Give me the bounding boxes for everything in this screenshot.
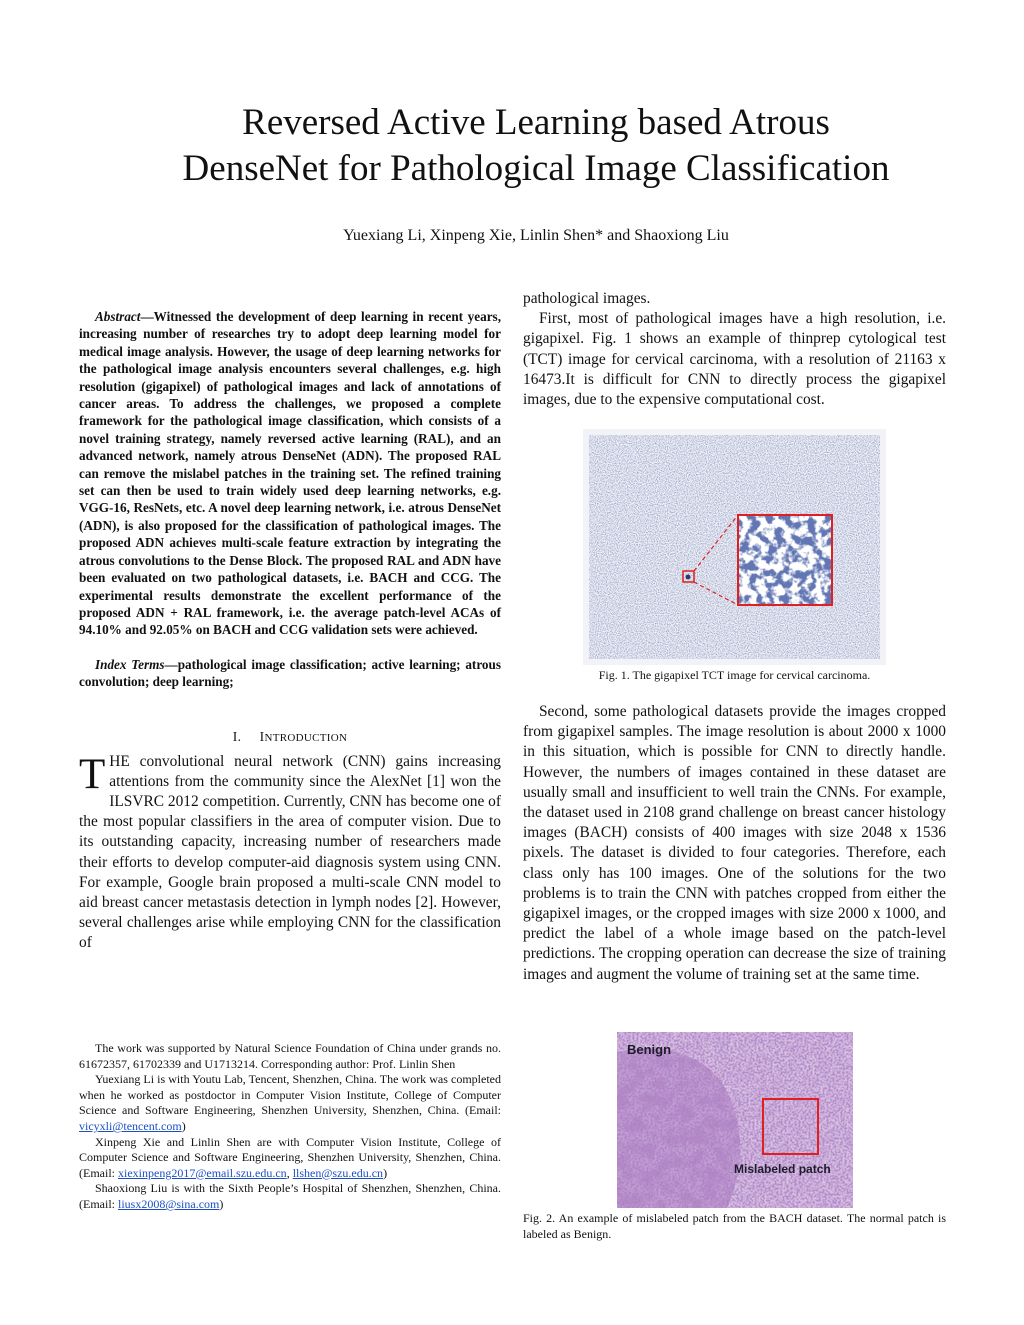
tct-slide-illustration [583, 429, 886, 665]
figure-2-bach-patch [617, 1032, 853, 1208]
footnote-author-3-text: Shaoxiong Liu is with the Sixth People’s Hospital of Shenzhen, Shenzhen, China. (Email: [79, 1181, 501, 1211]
index-terms-text: —pathological image classification; active learning; atrous convolution; deep learning; [79, 656, 501, 690]
email-link-2[interactable]: xiexinpeng2017@email.szu.edu.cn [118, 1165, 287, 1180]
slide-cell-texture [589, 435, 880, 659]
left-column [79, 308, 501, 954]
section-rest: NTRODUCTION [264, 731, 348, 744]
label-mislabeled-patch: Mislabeled patch [734, 1162, 831, 1176]
email-link-4[interactable]: liusx2008@sina.com [118, 1196, 220, 1211]
intro-paragraph [79, 752, 501, 954]
footnote-author-2-sep: , [286, 1165, 293, 1180]
section-numeral: I. [232, 728, 242, 744]
abstract-label: Abstract [95, 309, 141, 324]
title-line-1: Reversed Active Learning based Atrous [242, 102, 830, 143]
abstract [79, 308, 501, 639]
figure-2-caption: Fig. 2. An example of mislabeled patch from the BACH dataset. The normal patch is labeled as Benign. [523, 1211, 946, 1241]
footnote-author-2 [79, 1135, 501, 1182]
figure-1-tct-image [583, 429, 886, 665]
footnotes [79, 1041, 501, 1213]
footnote-funding: The work was supported by Natural Science Foundation of China under grands no. 61672357, 61702339 and U1713214. Corresponding author: Prof. Linlin Shen [79, 1041, 501, 1071]
email-link-1[interactable]: vicyxli@tencent.com [79, 1118, 182, 1133]
cell-cluster-dot [686, 575, 691, 580]
footnote-author-3-close: ) [219, 1196, 224, 1211]
intro-text: HE convolutional neural network (CNN) gains increasing attentions from the community since the AlexNet [1] won the ILSVRC 2012 competition. Currently, CNN has become one of the most popular classifiers in the area of computer vision. Due to its outstanding capacity, increasing number of researchers made their efforts to develop computer-aid diagnosis system using CNN. For example, Google brain proposed a multi-scale CNN model to aid breast cancer metastasis detection in lymph nodes [2]. However, several challenges arise while employing CNN for the classification of [79, 752, 501, 952]
footnote-author-1 [79, 1072, 501, 1134]
histology-illustration [617, 1032, 853, 1208]
index-terms-label: Index Terms [95, 656, 165, 672]
email-link-3[interactable]: llshen@szu.edu.cn [292, 1165, 384, 1180]
title-line-2: DenseNet for Pathological Image Classification [182, 148, 890, 189]
drop-cap: T [79, 750, 106, 798]
footnote-author-2-text: Xinpeng Xie and Linlin Shen are with Computer Vision Institute, College of Computer Science and Software Engineering, Shenzhen University, Shenzhen, China. (Email: [79, 1134, 501, 1180]
right-column [523, 289, 946, 410]
paper-title [0, 100, 1024, 192]
label-benign: Benign [627, 1042, 672, 1057]
footnote-author-1-text: Yuexiang Li is with Youtu Lab, Tencent, Shenzhen, China. The work was completed when he worked as postdoctor in Computer Vision Institute, College of Computer Science and Software Engineering, Shenzhen University, Shenzhen, China. (Email: [79, 1072, 501, 1118]
author-list: Yuexiang Li, Xinpeng Xie, Linlin Shen* and Shaoxiong Liu [343, 227, 729, 244]
footnote-author-2-close: ) [383, 1165, 388, 1180]
footnote-author-1-close: ) [181, 1118, 186, 1133]
section-heading-introduction [79, 729, 501, 745]
right-column-lower [523, 684, 946, 985]
continued-text: pathological images. [523, 290, 651, 307]
paragraph-first-challenge: First, most of pathological images have a high resolution, i.e. gigapixel. Fig. 1 shows an example of thinprep cytological test (TCT) image for cervical carcinoma, with a resolution of 21163 x 16473.It is difficult for CNN to directly process the gigapixel images, due to the expensive computational cost. [523, 310, 946, 409]
abstract-text: —Witnessed the development of deep learning in recent years, increasing number of researches try to adopt deep learning model for medical image analysis. However, the usage of deep learning networks for the pathological image analysis encounters several challenges, e.g. high resolution (gigapixel) of pathological images and lack of annotations of cancer areas. To address the challenges, we proposed a complete framework for the pathological image classification, which consists of a novel training strategy, namely reversed active learning (RAL), and an advanced network, namely atrous DenseNet (ADN). The proposed RAL can remove the mislabel patches in the training set. The refined training set can then be used to train widely used deep learning networks, e.g. VGG-16, ResNets, etc. A novel deep learning network, i.e. atrous DenseNet (ADN), is also proposed for the classification of pathological images. The proposed ADN achieves multi-scale feature extraction by integrating the atrous convolutions to the Dense Block. The proposed RAL and ADN have been evaluated on two pathological datasets, i.e. BACH and CCG. The experimental results demonstrate the excellent performance of the proposed ADN + RAL framework, i.e. the average patch-level ACAs of 94.10% and 92.05% on BACH and CCG validation sets were achieved. [79, 309, 501, 638]
figure-1-caption: Fig. 1. The gigapixel TCT image for cervical carcinoma. [598, 668, 871, 682]
footnote-author-3 [79, 1181, 501, 1212]
paragraph-second-challenge: Second, some pathological datasets provide the images cropped from gigapixel samples. The image resolution is about 2000 x 1000 in this situation, which is possible for CNN to directly handle. However, the numbers of images contained in these dataset are usually small and insufficient to well train the CNNs. For example, the dataset used in 2108 grand challenge on breast cancer histology images (BACH) consists of 400 images with size 2048 x 1536 pixels. The dataset is divided to four categories. Therefore, each class only has 100 images. One of the solutions for the two problems is to train the CNN with patches cropped from either the gigapixel images, or the cropped images with size 2000 x 1000, and predict the label of a whole image based on the patch-level predictions. The cropping operation can decrease the size of training images and augment the volume of training set at the same time. [523, 703, 946, 983]
zoom-inset-cells [738, 515, 832, 605]
section-first-letter: I [259, 728, 265, 744]
index-terms [79, 656, 501, 691]
